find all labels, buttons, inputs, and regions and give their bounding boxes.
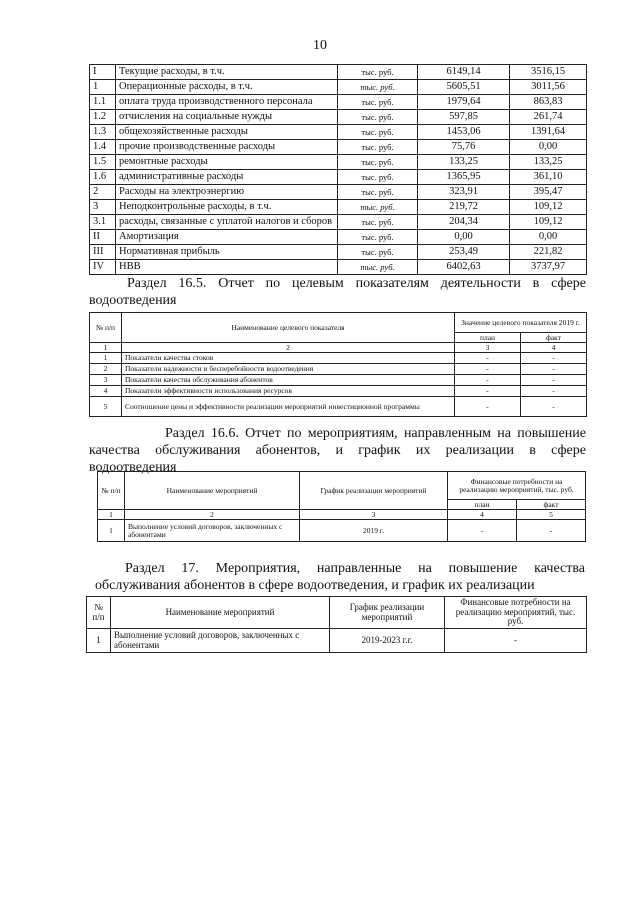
indicator-name: Показатели эффективности использования ресурсов	[122, 386, 455, 397]
col-header-measure-name: Наименование мероприятий	[125, 472, 300, 510]
unit-cell: тыс. руб.	[338, 140, 418, 155]
section-16-6-heading-line1: Раздел 16.6. Отчет по мероприятиям, направленным на повышение	[165, 426, 586, 441]
expense-row	[90, 155, 587, 170]
expense-name: общехозяйственные расходы	[116, 125, 338, 140]
indicator-name: Соотношение цены и эффективности реализации мероприятий инвестиционной программы	[122, 397, 455, 417]
expense-name: Нормативная прибыль	[116, 245, 338, 260]
section-17-heading	[95, 560, 585, 594]
measure-name: Выполнение условий договоров, заключенных с абонентами	[111, 629, 330, 653]
expense-row	[90, 185, 587, 200]
index-cell: 3	[300, 510, 448, 520]
fact-value: -	[521, 375, 587, 386]
plan-value: 75,76	[418, 140, 510, 155]
measure-row	[98, 520, 586, 542]
expense-name: административные расходы	[116, 170, 338, 185]
expense-row	[90, 140, 587, 155]
unit-cell: тыс. руб.	[338, 260, 418, 275]
fact-value: 3011,56	[510, 80, 587, 95]
plan-value: 1979,64	[418, 95, 510, 110]
section-17-heading-line2: обслуживания абонентов в сфере водоотведения, и график их реализации	[95, 578, 535, 593]
unit-cell: тыс. руб.	[338, 185, 418, 200]
plan-value: -	[455, 397, 521, 417]
row-number: 1	[98, 520, 125, 542]
plan-value: -	[455, 386, 521, 397]
indicator-row	[90, 353, 587, 364]
measures-plan-table	[86, 596, 587, 653]
col-header-indicator-name: Наименование целевого показателя	[122, 313, 455, 343]
fact-value: 0,00	[510, 140, 587, 155]
unit-cell: тыс. руб.	[338, 170, 418, 185]
fact-value: 1391,64	[510, 125, 587, 140]
row-number: II	[90, 230, 116, 245]
expense-row	[90, 95, 587, 110]
row-number: 1.3	[90, 125, 116, 140]
section-16-5-heading-line1: Раздел 16.5. Отчет по целевым показателям деятельности в сфере	[127, 276, 586, 291]
plan-value: 5605,51	[418, 80, 510, 95]
fact-value: 133,25	[510, 155, 587, 170]
fact-value: -	[521, 386, 587, 397]
row-number: 3	[90, 375, 122, 386]
indicator-row	[90, 397, 587, 417]
expense-name: расходы, связанные с уплатой налогов и сборов	[116, 215, 338, 230]
fact-value: 221,82	[510, 245, 587, 260]
plan-value: 219,72	[418, 200, 510, 215]
plan-value: 1365,95	[418, 170, 510, 185]
target-indicators-table	[89, 312, 587, 417]
page-number: 10	[313, 38, 327, 53]
expense-row	[90, 80, 587, 95]
index-cell: 5	[517, 510, 586, 520]
indicator-name: Показатели качества обслуживания абонентов	[122, 375, 455, 386]
fact-value: 109,12	[510, 215, 587, 230]
plan-value: 6402,63	[418, 260, 510, 275]
col-header-fact: факт	[521, 333, 587, 343]
indicator-row	[90, 375, 587, 386]
col-header-number: № п/п	[90, 313, 122, 343]
unit-cell: тыс. руб.	[338, 95, 418, 110]
index-cell: 4	[448, 510, 517, 520]
expense-name: прочие производственные расходы	[116, 140, 338, 155]
expense-name: оплата труда производственного персонала	[116, 95, 338, 110]
finance-value: -	[445, 629, 587, 653]
index-cell: 4	[521, 343, 587, 353]
measure-row	[87, 629, 587, 653]
fact-value: -	[521, 353, 587, 364]
expense-name: Амортизация	[116, 230, 338, 245]
row-number: 2	[90, 185, 116, 200]
section-16-6-heading	[89, 425, 586, 476]
row-number: 3	[90, 200, 116, 215]
unit-cell: тыс. руб.	[338, 80, 418, 95]
expense-row	[90, 260, 587, 275]
unit-cell: тыс. руб.	[338, 110, 418, 125]
plan-value: 0,00	[418, 230, 510, 245]
unit-cell: тыс. руб.	[338, 245, 418, 260]
fact-value: 361,10	[510, 170, 587, 185]
expense-name: Неподконтрольные расходы, в т.ч.	[116, 200, 338, 215]
row-number: III	[90, 245, 116, 260]
section-16-5-heading-line2: водоотведения	[89, 293, 177, 308]
row-number: 1.4	[90, 140, 116, 155]
expense-row	[90, 110, 587, 125]
plan-value: 1453,06	[418, 125, 510, 140]
expense-row	[90, 230, 587, 245]
expense-row	[90, 125, 587, 140]
indicator-name: Показатели надежности и бесперебойности водоотведения	[122, 364, 455, 375]
row-number: 5	[90, 397, 122, 417]
fact-value: 3516,15	[510, 65, 587, 80]
fact-value: -	[521, 397, 587, 417]
unit-cell: тыс. руб.	[338, 155, 418, 170]
col-header-plan: план	[448, 500, 517, 510]
row-number: 2	[90, 364, 122, 375]
plan-value: 253,49	[418, 245, 510, 260]
unit-cell: тыс. руб.	[338, 125, 418, 140]
schedule-value: 2019 г.	[300, 520, 448, 542]
expenses-table	[89, 64, 587, 275]
index-cell: 2	[125, 510, 300, 520]
row-number: 1.5	[90, 155, 116, 170]
index-cell: 1	[90, 343, 122, 353]
unit-cell: тыс. руб.	[338, 200, 418, 215]
col-header-number: № п/п	[87, 597, 111, 629]
indicator-row	[90, 386, 587, 397]
col-header-plan: план	[455, 333, 521, 343]
col-header-schedule: График реализации мероприятий	[330, 597, 445, 629]
expense-name: Расходы на электроэнергию	[116, 185, 338, 200]
plan-value: -	[455, 375, 521, 386]
plan-value: -	[455, 364, 521, 375]
col-header-target-value: Значение целевого показателя 2019 г.	[455, 313, 587, 333]
fact-value: 863,83	[510, 95, 587, 110]
section-16-6-heading-line3: водоотведения	[89, 460, 177, 475]
row-number: 1	[90, 353, 122, 364]
row-number: 1	[87, 629, 111, 653]
expense-name: ремонтные расходы	[116, 155, 338, 170]
section-16-6-heading-line2: качества обслуживания абонентов, и график их реализации в сфере	[89, 443, 586, 458]
row-number: 1	[90, 80, 116, 95]
indicator-row	[90, 364, 587, 375]
unit-cell: тыс. руб.	[338, 230, 418, 245]
expense-row	[90, 215, 587, 230]
fact-value: 0,00	[510, 230, 587, 245]
measure-name: Выполнение условий договоров, заключенных с абонентами	[125, 520, 300, 542]
fact-value: 261,74	[510, 110, 587, 125]
row-number: 3.1	[90, 215, 116, 230]
index-cell: 2	[122, 343, 455, 353]
indicator-name: Показатели качества стоков	[122, 353, 455, 364]
section-16-5-heading	[89, 275, 586, 309]
expense-name: НВВ	[116, 260, 338, 275]
row-number: I	[90, 65, 116, 80]
col-header-fact: факт	[517, 500, 586, 510]
row-number: 1.6	[90, 170, 116, 185]
schedule-value: 2019-2023 г.г.	[330, 629, 445, 653]
fact-value: -	[521, 364, 587, 375]
expense-row	[90, 170, 587, 185]
plan-value: 204,34	[418, 215, 510, 230]
index-cell: 3	[455, 343, 521, 353]
col-header-measure-name: Наименование мероприятий	[111, 597, 330, 629]
col-header-finance: Финансовые потребности на реализацию мероприятий, тыс. руб.	[448, 472, 586, 500]
plan-value: -	[455, 353, 521, 364]
col-header-number: № п/п	[98, 472, 125, 510]
plan-value: 133,25	[418, 155, 510, 170]
row-number: IV	[90, 260, 116, 275]
row-number: 4	[90, 386, 122, 397]
fact-value: -	[517, 520, 586, 542]
unit-cell: тыс. руб.	[338, 215, 418, 230]
row-number: 1.1	[90, 95, 116, 110]
expense-row	[90, 245, 587, 260]
fact-value: 395,47	[510, 185, 587, 200]
expense-row	[90, 200, 587, 215]
index-cell: 1	[98, 510, 125, 520]
section-17-heading-line1: Раздел 17. Мероприятия, направленные на повышение качества	[125, 561, 585, 576]
plan-value: 323,91	[418, 185, 510, 200]
plan-value: 6149,14	[418, 65, 510, 80]
col-header-schedule: График реализации мероприятий	[300, 472, 448, 510]
measures-report-table	[97, 471, 586, 542]
expense-name: Операционные расходы, в т.ч.	[116, 80, 338, 95]
fact-value: 109,12	[510, 200, 587, 215]
expense-name: отчисления на социальные нужды	[116, 110, 338, 125]
plan-value: 597,85	[418, 110, 510, 125]
fact-value: 3737,97	[510, 260, 587, 275]
expense-name: Текущие расходы, в т.ч.	[116, 65, 338, 80]
plan-value: -	[448, 520, 517, 542]
expense-row	[90, 65, 587, 80]
unit-cell: тыс. руб.	[338, 65, 418, 80]
row-number: 1.2	[90, 110, 116, 125]
col-header-finance: Финансовые потребности на реализацию мероприятий, тыс. руб.	[445, 597, 587, 629]
